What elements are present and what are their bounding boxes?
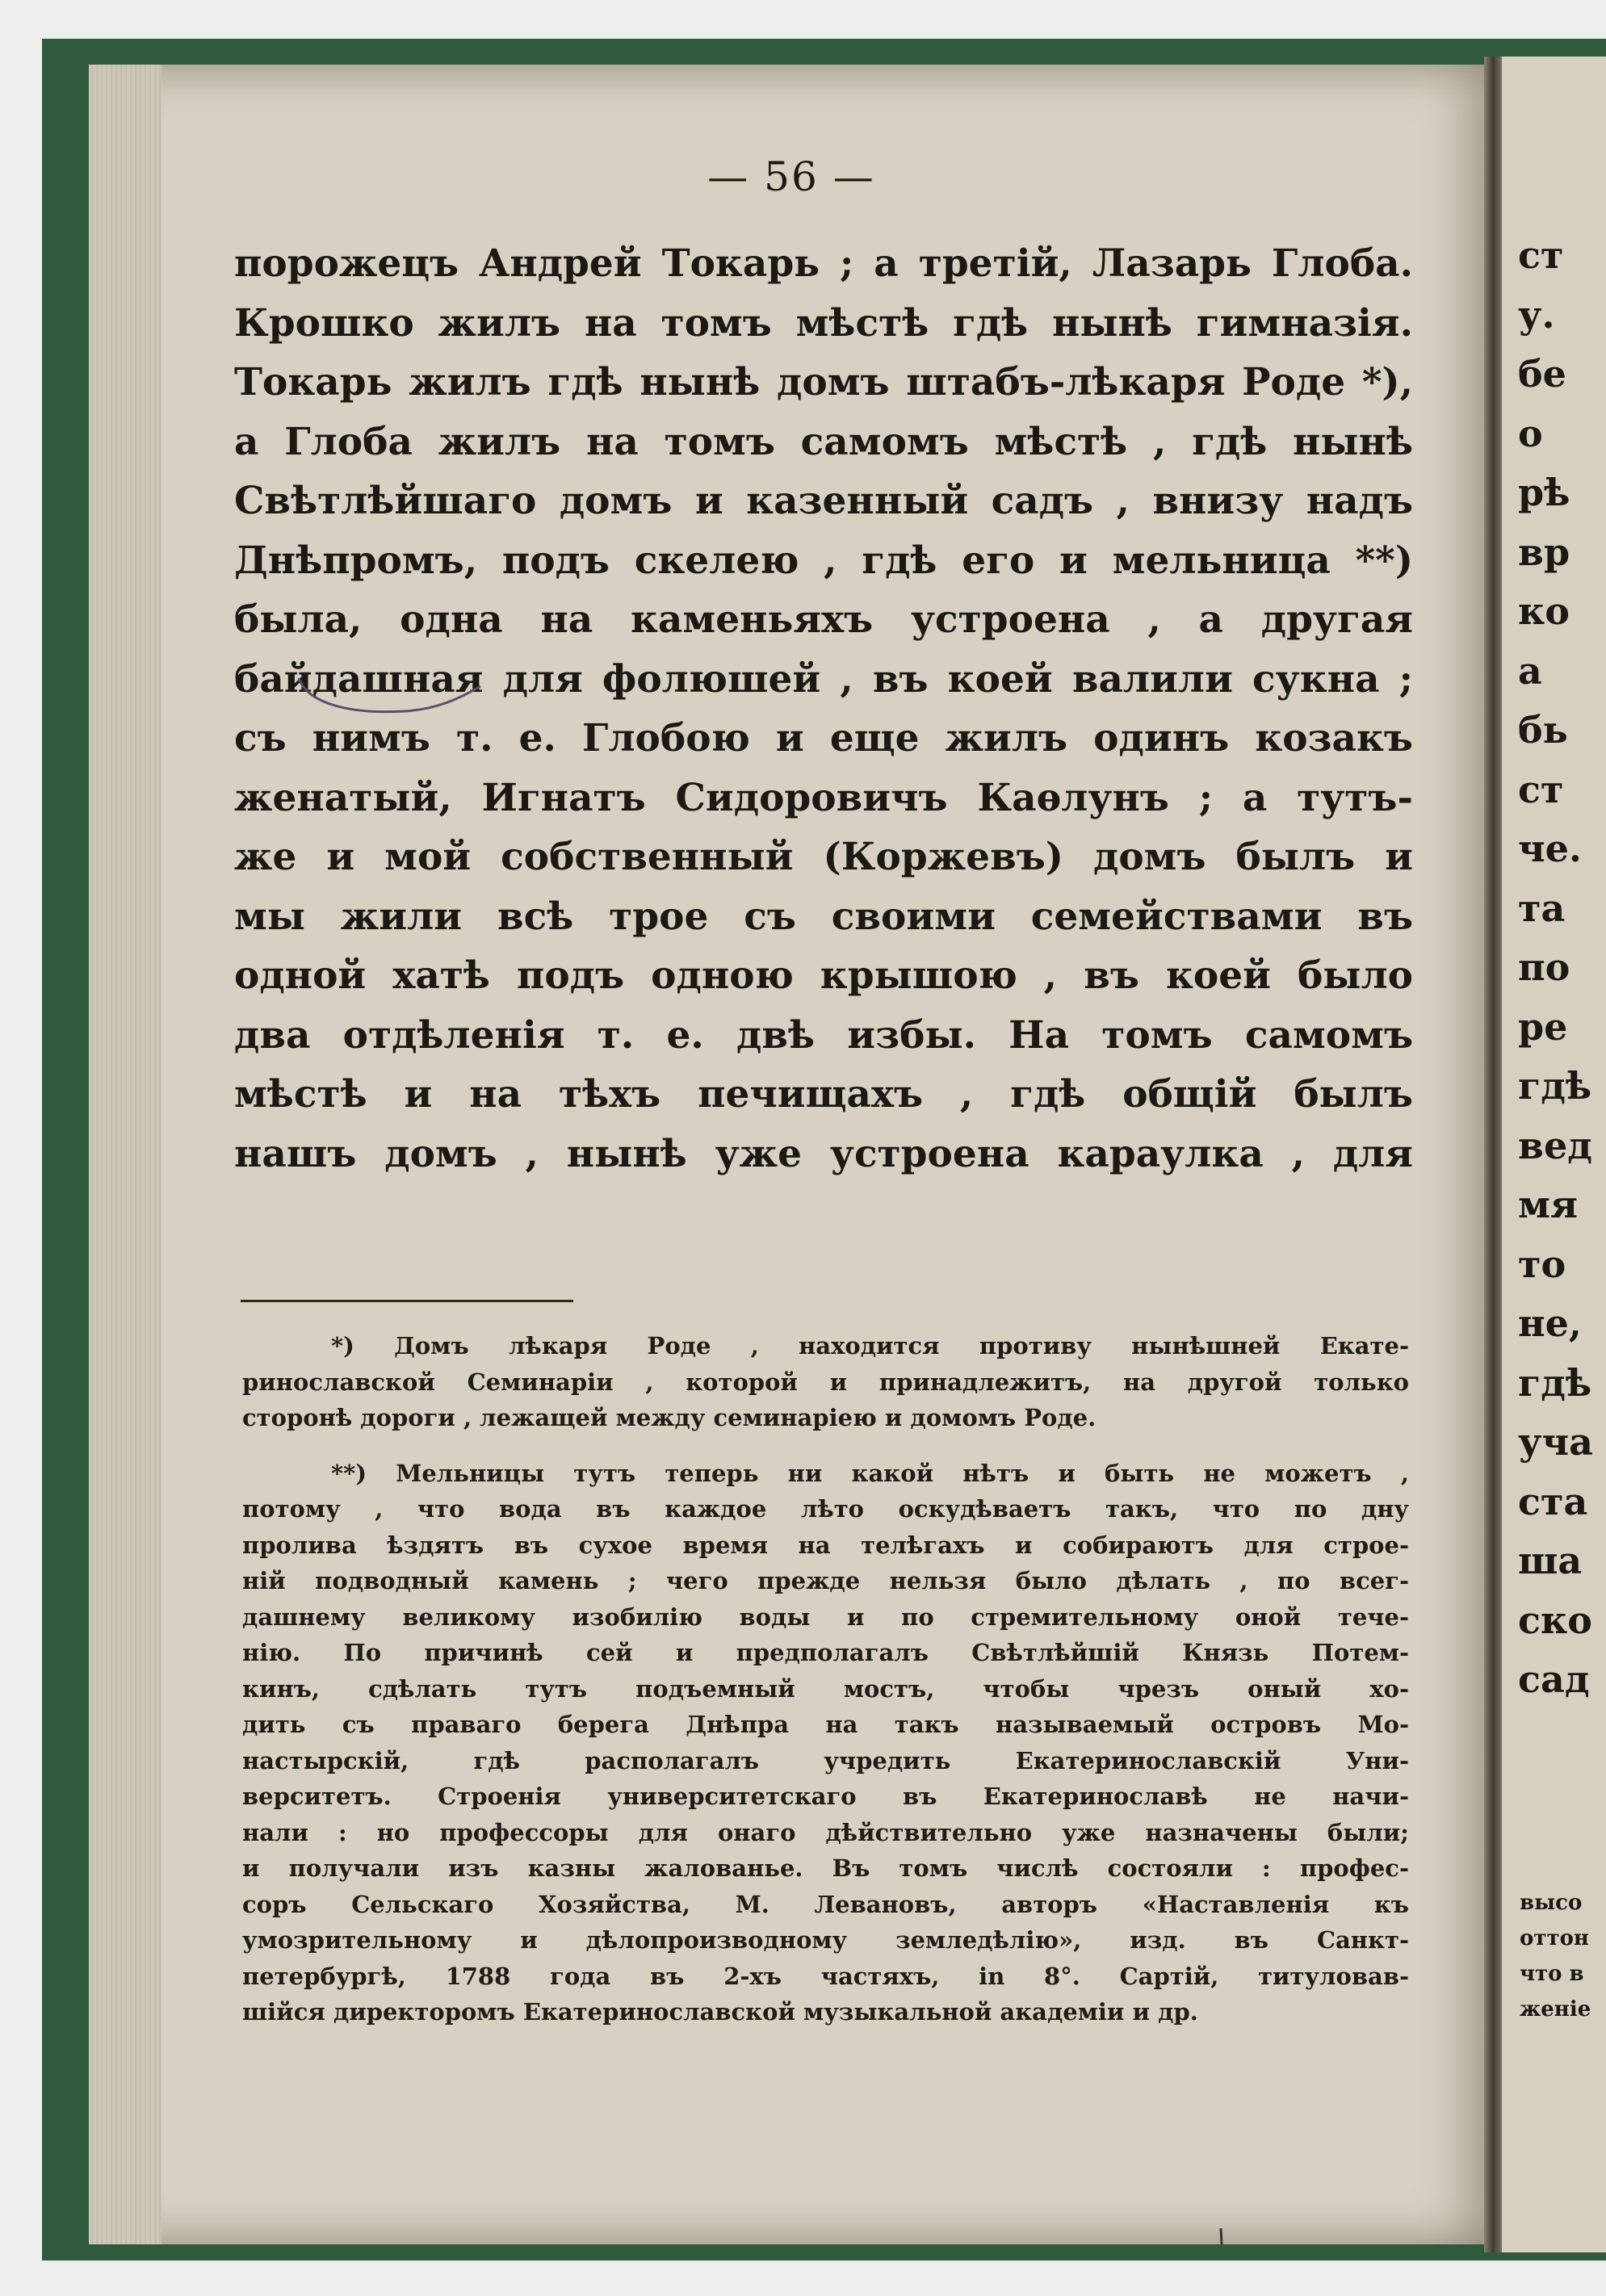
text-fragment: рѣ — [1518, 471, 1570, 514]
footnote-line: *) Домъ лѣкаря Роде , находится противу нынѣшней Екате- — [331, 1332, 1409, 1360]
text-fragment: гдѣ — [1518, 1360, 1592, 1405]
note-fragment: оттон — [1520, 1926, 1589, 1950]
note-fragment: женіе — [1520, 1997, 1591, 2022]
text-fragment: че. — [1518, 827, 1582, 870]
text-line: порожецъ Андрей Токарь ; а третій, Лазарь Глоба. — [234, 241, 1413, 286]
footnote-line: дашнему великому изобилію воды и по стремительному оной тече- — [242, 1603, 1409, 1631]
text-fragment: у. — [1518, 292, 1555, 337]
right-page-fragment — [1502, 57, 1606, 2252]
footnote-line: сторонѣ дороги , лежащей между семинаріею и домомъ Роде. — [242, 1404, 1097, 1431]
text-fragment: мя — [1518, 1183, 1578, 1226]
text-line: была, одна на каменьяхъ устроена , а другая — [234, 597, 1413, 642]
text-fragment: ре — [1518, 1004, 1568, 1049]
text-line: Свѣтлѣйшаго домъ и казенный садъ , внизу надъ — [234, 479, 1413, 523]
text-fragment: та — [1518, 886, 1566, 930]
text-line: женатый, Игнатъ Сидоровичъ Каѳлунъ ; а тутъ- — [234, 775, 1413, 820]
footnote-line: шійся директоромъ Екатеринославской музыкальной академіи и др. — [242, 1998, 1198, 2026]
text-fragment: ст — [1518, 233, 1564, 277]
text-line: съ нимъ т. е. Глобою и еще жилъ одинъ козакъ — [234, 716, 1413, 760]
text-line: байдашная для фолюшей , въ коей валили сукна ; — [234, 656, 1413, 702]
text-fragment: не, — [1518, 1301, 1582, 1345]
footnote-line: петербургѣ, 1788 года въ 2-хъ частяхъ, in 8°. Сартій, титуловав- — [242, 1962, 1409, 1990]
note-fragment: высо — [1520, 1891, 1583, 1915]
text-line: а Глоба жилъ на томъ самомъ мѣстѣ , гдѣ нынѣ — [234, 419, 1413, 464]
text-line: мѣстѣ и на тѣхъ печищахъ , гдѣ общій былъ — [234, 1072, 1413, 1117]
text-fragment: ст — [1518, 767, 1564, 811]
footnote-line: дить съ праваго берега Днѣпра на такъ называемый островъ Мо- — [242, 1711, 1409, 1738]
text-line: мы жили всѣ трое съ своими семействами въ — [234, 894, 1413, 939]
footnotes — [242, 1328, 1409, 2030]
text-line: Днѣпромъ, подъ скелею , гдѣ его и мельница **) — [234, 538, 1413, 583]
text-fragment: вр — [1518, 530, 1570, 574]
footnote-line: нали : но профессоры для онаго дѣйствительно уже назначены были; — [242, 1818, 1409, 1846]
text-fragment: ста — [1518, 1479, 1588, 1523]
left-page — [89, 65, 1494, 2244]
footnote-line: потому , что вода въ каждое лѣто оскудѣваетъ такъ, что по дну — [242, 1495, 1409, 1523]
pencil-tick-mark — [1219, 2228, 1226, 2244]
text-line: два отдѣленія т. е. двѣ избы. На томъ самомъ — [234, 1012, 1413, 1058]
text-line: же и мой собственный (Коржевъ) домъ былъ и — [234, 835, 1413, 879]
book-gutter — [1484, 57, 1502, 2252]
footnote-line: настырскій, гдѣ располагалъ учредить Екатеринославскій Уни- — [242, 1746, 1409, 1774]
text-line: Токарь жилъ гдѣ нынѣ домъ штабъ-лѣкаря Роде *), — [234, 360, 1413, 404]
footnote-divider — [241, 1300, 573, 1302]
right-page-text — [1518, 226, 1593, 1710]
pencil-underline-mark — [291, 658, 484, 719]
page-edges — [89, 65, 161, 2244]
footnote-line: умозрительному и дѣлопроизводному земледѣлію», изд. въ Санкт- — [242, 1926, 1409, 1954]
footnote-line: ринославской Семинаріи , которой и принадлежитъ, на другой только — [242, 1368, 1409, 1396]
text-fragment: бь — [1518, 708, 1568, 752]
text-fragment: а — [1518, 648, 1542, 693]
note-fragment: что в — [1520, 1962, 1584, 1986]
footnote-line: соръ Сельскаго Хозяйства, М. Левановъ, авторъ «Наставленія къ — [242, 1890, 1409, 1918]
text-fragment: уча — [1518, 1420, 1593, 1464]
right-page-notes — [1520, 1885, 1591, 2027]
text-fragment: вед — [1518, 1123, 1592, 1167]
text-fragment: ско — [1518, 1598, 1592, 1642]
text-fragment: сад — [1518, 1657, 1590, 1701]
text-fragment: ко — [1518, 589, 1570, 633]
footnote-line: и получали изъ казны жалованье. Въ томъ числѣ состояли : профес- — [242, 1854, 1409, 1882]
text-fragment: бе — [1518, 352, 1566, 396]
footnote-line: **) Мельницы тутъ теперь ни какой нѣтъ и быть не можетъ , — [331, 1459, 1409, 1487]
footnote-line: ній подводный камень ; чего прежде нельзя было дѣлать , по всег- — [242, 1567, 1409, 1594]
footnote-line: нію. По причинѣ сей и предполагалъ Свѣтлѣйшій Князь Потем- — [242, 1639, 1409, 1666]
text-fragment: гдѣ — [1518, 1064, 1592, 1108]
text-line: одной хатѣ подъ одною крышою , въ коей было — [234, 953, 1413, 998]
text-fragment: ша — [1518, 1539, 1583, 1582]
footnote-line: кинъ, сдѣлать тутъ подъемный мостъ, чтобы чрезъ оный хо- — [242, 1674, 1409, 1703]
text-fragment: по — [1518, 945, 1570, 989]
footnote-line: верситетъ. Строенія университетскаго въ Екатеринославѣ не начи- — [242, 1783, 1409, 1810]
text-fragment: о — [1518, 411, 1543, 455]
footnote-line: пролива ѣздятъ въ сухое время на телѣгахъ и собираютъ для строе- — [242, 1531, 1409, 1559]
text-line: Крошко жилъ на томъ мѣстѣ гдѣ нынѣ гимназія. — [234, 300, 1413, 346]
text-fragment: то — [1518, 1242, 1566, 1286]
page-number: — 56 — — [707, 153, 875, 200]
text-line: нашъ домъ , нынѣ уже устроена караулка , для — [234, 1131, 1413, 1176]
